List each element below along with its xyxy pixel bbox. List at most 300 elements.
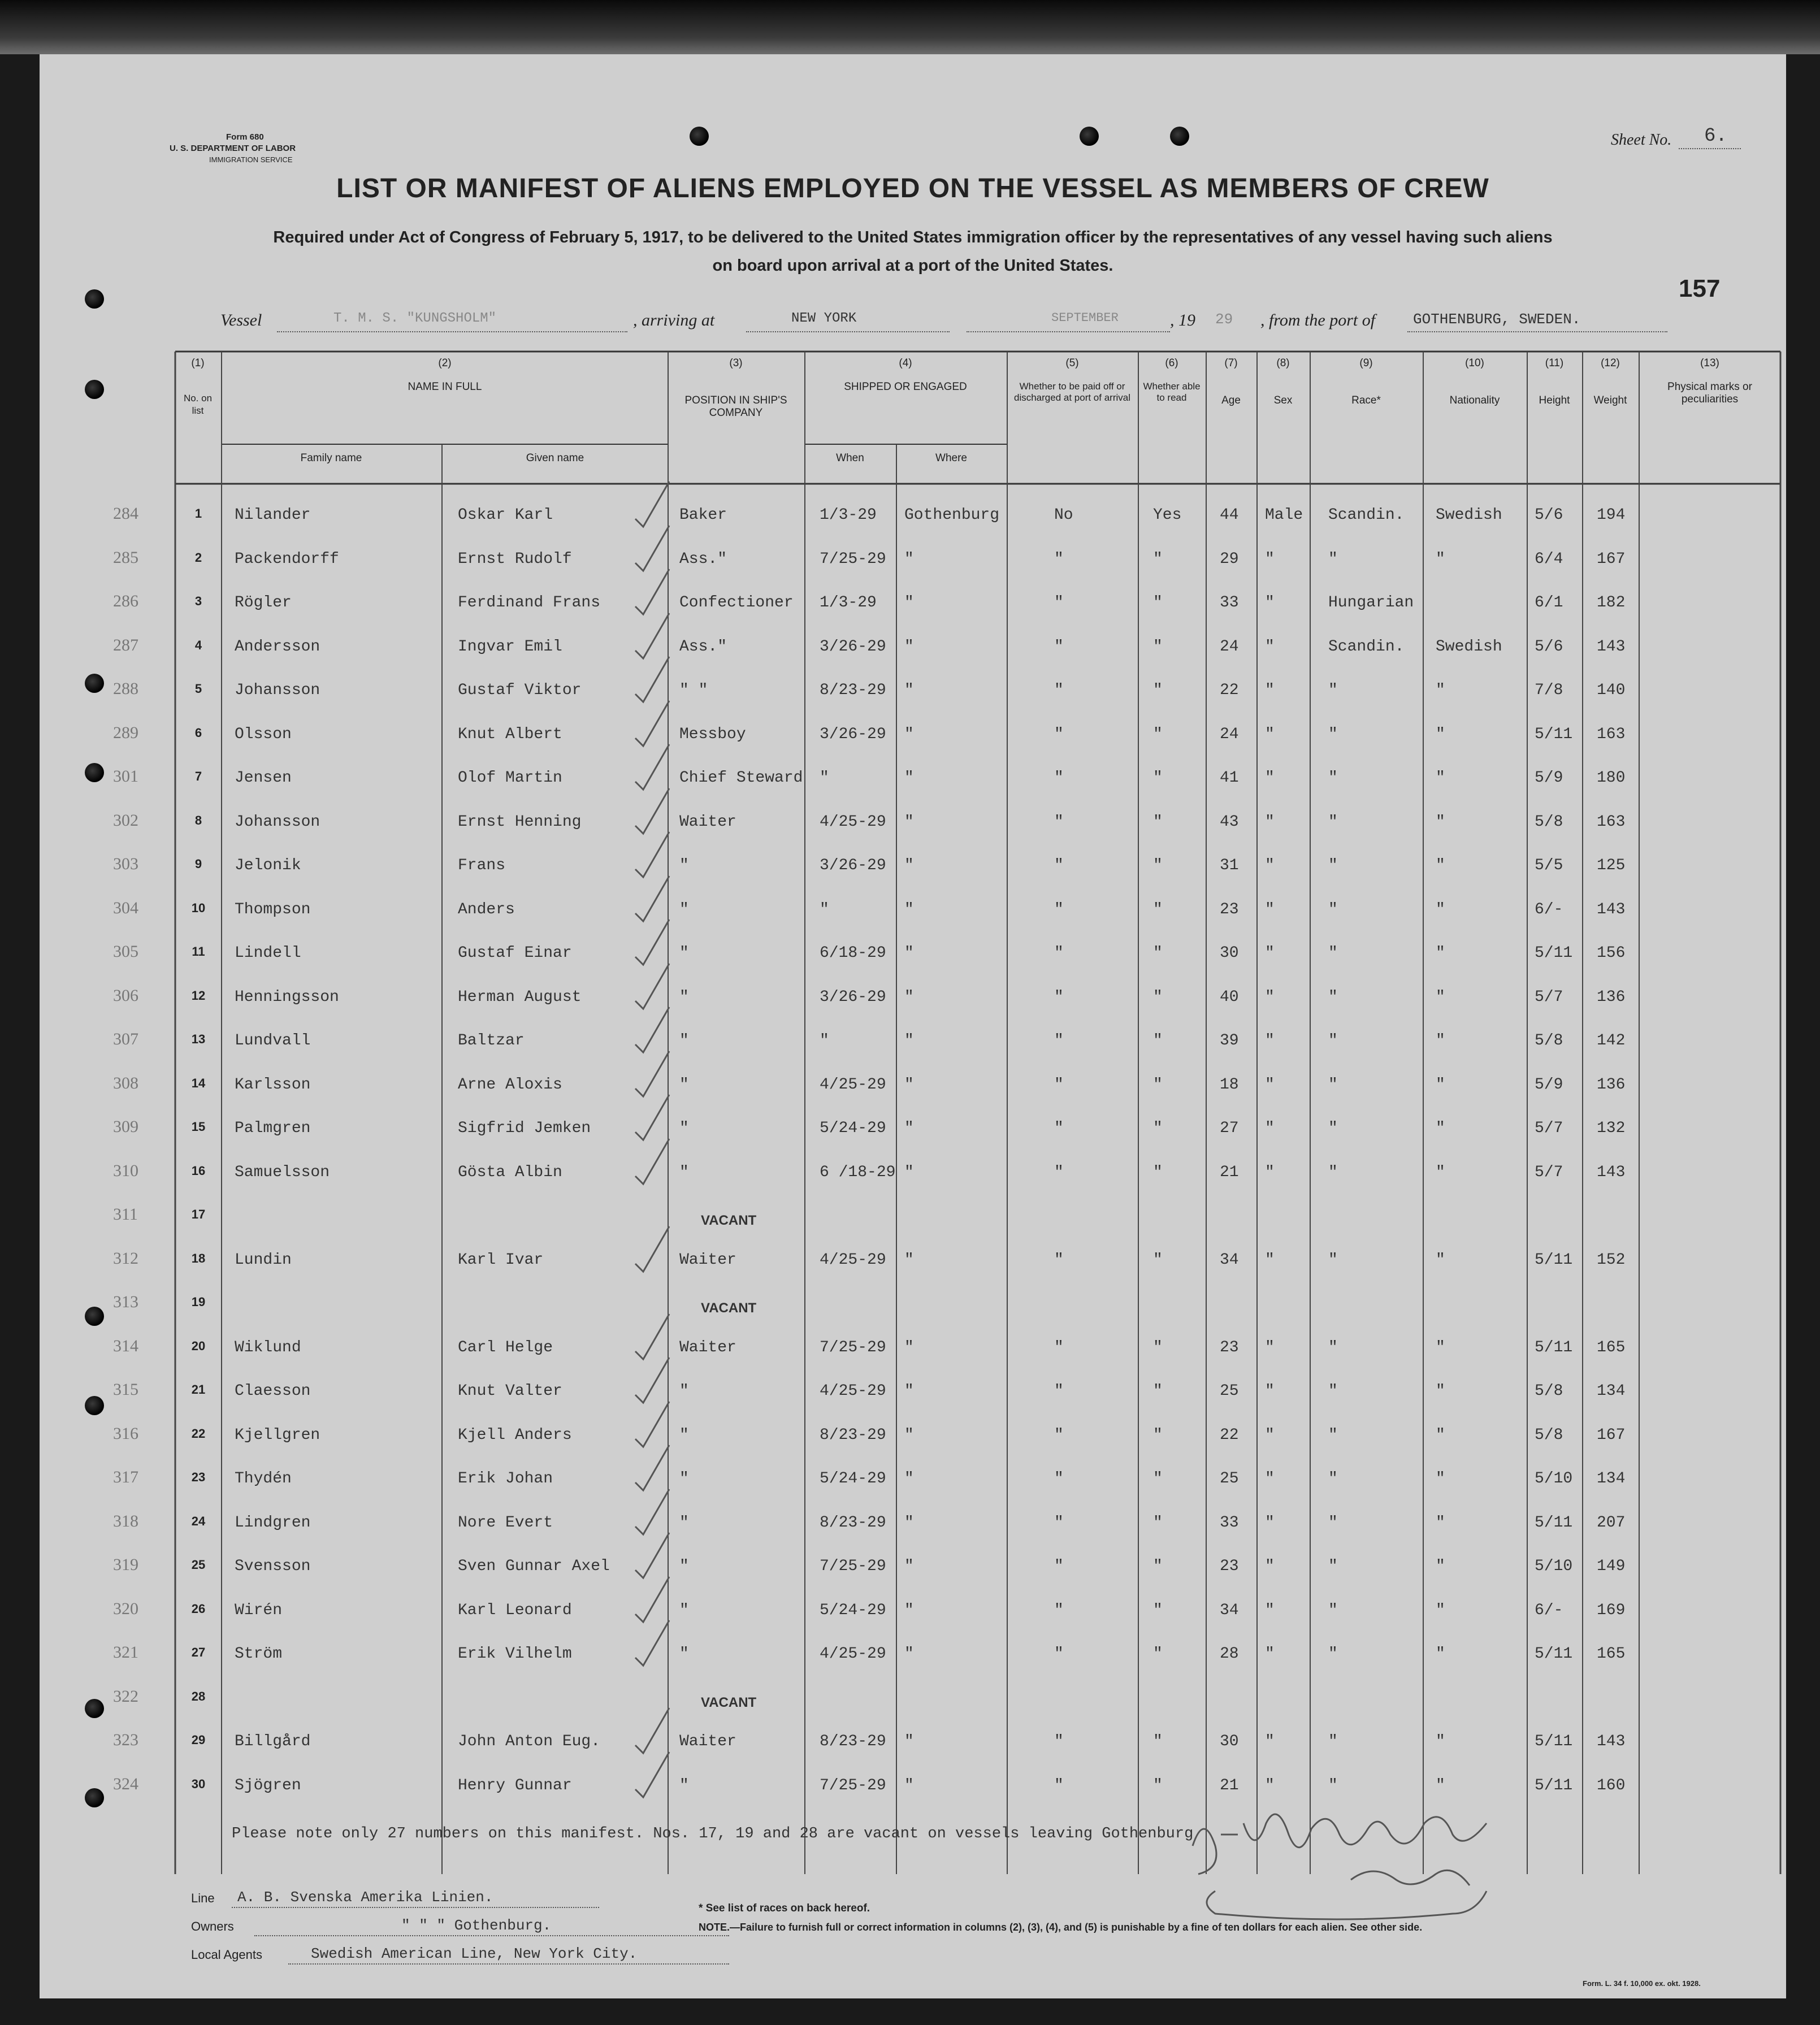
cell-nat: " xyxy=(1436,944,1445,962)
cell-race: " xyxy=(1328,1120,1338,1137)
row-number: 23 xyxy=(191,1470,206,1484)
ledger-number: 309 xyxy=(113,1117,138,1136)
cell-given: Frans xyxy=(458,857,506,874)
row-number: 10 xyxy=(191,900,206,915)
cell-height: 5/11 xyxy=(1535,1251,1573,1269)
cell-family: Jelonik xyxy=(235,857,301,874)
cell-sex: " xyxy=(1265,1382,1275,1400)
cell-given: Ernst Henning xyxy=(458,813,582,831)
cell-read: " xyxy=(1153,1733,1163,1750)
cell-height: 5/7 xyxy=(1535,1163,1563,1181)
cell-when: 7/25-29 xyxy=(820,550,886,568)
check-mark-icon xyxy=(633,1224,673,1275)
cell-weight: 163 xyxy=(1597,813,1626,831)
cell-position: " xyxy=(679,988,689,1006)
cell-race: " xyxy=(1328,1251,1338,1269)
cell-paid: " xyxy=(1054,1470,1064,1488)
row-number: 20 xyxy=(191,1338,206,1353)
cell-race: " xyxy=(1328,1558,1338,1575)
cell-height: 6/- xyxy=(1535,1601,1563,1619)
cell-when: 3/26-29 xyxy=(820,857,886,874)
cell-race: " xyxy=(1328,1032,1338,1050)
cell-height: 5/9 xyxy=(1535,1076,1563,1094)
cell-where: " xyxy=(904,944,914,962)
cell-height: 5/11 xyxy=(1535,1514,1573,1532)
ledger-number: 315 xyxy=(113,1380,138,1399)
cell-position: Confectioner xyxy=(679,594,794,612)
check-mark-icon xyxy=(633,567,673,618)
cell-age: 23 xyxy=(1220,1558,1239,1575)
cell-age: 21 xyxy=(1220,1776,1239,1794)
cell-age: 24 xyxy=(1220,638,1239,656)
cell-paid: " xyxy=(1054,682,1064,699)
cell-age: 39 xyxy=(1220,1032,1239,1050)
cell-read: " xyxy=(1153,594,1163,612)
ledger-number: 307 xyxy=(113,1030,138,1048)
cell-family: Thompson xyxy=(235,900,311,918)
cell-weight: 143 xyxy=(1597,900,1626,918)
cell-read: " xyxy=(1153,1470,1163,1488)
cell-age: 23 xyxy=(1220,900,1239,918)
row-number: 1 xyxy=(194,506,202,521)
cell-given: Gösta Albin xyxy=(458,1163,562,1181)
cell-age: 43 xyxy=(1220,813,1239,831)
cell-family: Henningsson xyxy=(235,988,339,1006)
cell-paid: " xyxy=(1054,1382,1064,1400)
cell-race: " xyxy=(1328,769,1338,787)
row-number: 25 xyxy=(191,1558,206,1572)
cell-height: 6/- xyxy=(1535,900,1563,918)
cell-where: " xyxy=(904,1558,914,1575)
cell-when: " xyxy=(820,1032,829,1050)
cell-given: Nore Evert xyxy=(458,1514,553,1532)
cell-family: Rögler xyxy=(235,594,292,612)
cell-sex: " xyxy=(1265,1251,1275,1269)
ledger-number: 305 xyxy=(113,942,138,961)
cell-height: 5/8 xyxy=(1535,1032,1563,1050)
cell-read: " xyxy=(1153,944,1163,962)
cell-paid: " xyxy=(1054,1120,1064,1137)
cell-weight: 143 xyxy=(1597,638,1626,656)
cell-when: 8/23-29 xyxy=(820,682,886,699)
ledger-number: 320 xyxy=(113,1599,138,1618)
cell-race: " xyxy=(1328,944,1338,962)
col-header-weight: (12) Weight xyxy=(1593,357,1627,406)
check-mark-icon xyxy=(633,699,673,749)
row-number: 29 xyxy=(191,1733,206,1747)
cell-given: Gustaf Einar xyxy=(458,944,572,962)
cell-height: 5/11 xyxy=(1535,1645,1573,1663)
cell-age: 29 xyxy=(1220,550,1239,568)
cell-when: 1/3-29 xyxy=(820,594,877,612)
cell-position: Ass." xyxy=(679,550,727,568)
cell-given: Anders xyxy=(458,900,515,918)
cell-where: " xyxy=(904,1163,914,1181)
check-mark-icon xyxy=(633,1706,673,1757)
year-prefix: , 19 xyxy=(1170,311,1195,329)
cell-weight: 156 xyxy=(1597,944,1626,962)
check-mark-icon xyxy=(633,1137,673,1187)
check-mark-icon xyxy=(633,611,673,662)
ledger-number: 308 xyxy=(113,1073,138,1092)
cell-given: Herman August xyxy=(458,988,582,1006)
cell-nat: " xyxy=(1436,1558,1445,1575)
col-header-name: (2) NAME IN FULL xyxy=(408,357,482,393)
cell-family: Packendorff xyxy=(235,550,339,568)
cell-paid: " xyxy=(1054,1776,1064,1794)
cell-age: 27 xyxy=(1220,1120,1239,1137)
cell-where: " xyxy=(904,1601,914,1619)
cell-race: " xyxy=(1328,1776,1338,1794)
cell-where: " xyxy=(904,769,914,787)
cell-when: 3/26-29 xyxy=(820,988,886,1006)
cell-given: Sven Gunnar Axel xyxy=(458,1558,610,1575)
cell-read: " xyxy=(1153,988,1163,1006)
cell-where: " xyxy=(904,813,914,831)
owners-value: " " " Gothenburg. xyxy=(401,1917,552,1934)
cell-where: " xyxy=(904,638,914,656)
page-title: LIST OR MANIFEST OF ALIENS EMPLOYED ON THE VESSEL AS MEMBERS OF CREW xyxy=(336,174,1489,203)
cell-paid: " xyxy=(1054,550,1064,568)
cell-read: " xyxy=(1153,1076,1163,1094)
cell-given: Sigfrid Jemken xyxy=(458,1120,591,1137)
cell-paid: " xyxy=(1054,1645,1064,1663)
cell-race: " xyxy=(1328,725,1338,743)
cell-age: 18 xyxy=(1220,1076,1239,1094)
cell-where: " xyxy=(904,1733,914,1750)
from-port-label: , from the port of xyxy=(1260,311,1376,329)
cell-given: Erik Vilhelm xyxy=(458,1645,572,1663)
race-footnote: * See list of races on back hereof. xyxy=(699,1902,870,1914)
cell-where: " xyxy=(904,1076,914,1094)
cell-position: " xyxy=(679,1776,689,1794)
cell-weight: 167 xyxy=(1597,550,1626,568)
cell-when: 4/25-29 xyxy=(820,1076,886,1094)
row-number: 11 xyxy=(192,944,205,959)
cell-when: 5/24-29 xyxy=(820,1120,886,1137)
cell-given: Karl Ivar xyxy=(458,1251,544,1269)
cell-sex: " xyxy=(1265,1514,1275,1532)
check-mark-icon xyxy=(633,742,673,793)
cell-age: 31 xyxy=(1220,857,1239,874)
check-mark-icon xyxy=(633,523,673,574)
cell-when: 4/25-29 xyxy=(820,1382,886,1400)
cell-height: 5/11 xyxy=(1535,1776,1573,1794)
cell-when: 3/26-29 xyxy=(820,638,886,656)
penalty-note: NOTE.—Failure to furnish full or correct information in columns (2), (3), (4), and (5) is punishable by a fine of ten dollars for each alien. See other side. xyxy=(699,1922,1423,1933)
cell-family: Samuelsson xyxy=(235,1163,330,1181)
col-header-sex: (8) Sex xyxy=(1273,357,1293,406)
ledger-number: 321 xyxy=(113,1643,138,1662)
row-number: 16 xyxy=(191,1163,206,1178)
check-mark-icon xyxy=(633,1530,673,1581)
cell-nat: " xyxy=(1436,1338,1445,1356)
cell-family: Nilander xyxy=(235,506,311,524)
cell-nat: " xyxy=(1436,1382,1445,1400)
cell-paid: " xyxy=(1054,769,1064,787)
cell-paid: " xyxy=(1054,725,1064,743)
ledger-number: 286 xyxy=(113,592,138,610)
check-mark-icon xyxy=(633,961,673,1012)
row-number: 30 xyxy=(191,1776,206,1791)
cell-race: " xyxy=(1328,1338,1338,1356)
cell-paid: " xyxy=(1054,1514,1064,1532)
cell-given: Knut Valter xyxy=(458,1382,562,1400)
cell-weight: 167 xyxy=(1597,1426,1626,1444)
cell-paid: No xyxy=(1054,506,1073,524)
cell-when: 7/25-29 xyxy=(820,1338,886,1356)
agents-value: Swedish American Line, New York City. xyxy=(311,1945,638,1962)
agents-label: Local Agents xyxy=(191,1948,262,1962)
cell-read: " xyxy=(1153,1032,1163,1050)
cell-weight: 143 xyxy=(1597,1733,1626,1750)
check-mark-icon xyxy=(633,1399,673,1450)
cell-sex: " xyxy=(1265,638,1275,656)
check-mark-icon xyxy=(633,654,673,705)
departure-port: GOTHENBURG, SWEDEN. xyxy=(1413,311,1581,328)
cell-nat: " xyxy=(1436,1733,1445,1750)
cell-given: Knut Albert xyxy=(458,725,562,743)
cell-paid: " xyxy=(1054,900,1064,918)
cell-when: 4/25-29 xyxy=(820,813,886,831)
cell-where: " xyxy=(904,725,914,743)
cell-sex: " xyxy=(1265,1776,1275,1794)
cell-read: Yes xyxy=(1153,506,1182,524)
cell-race: Scandin. xyxy=(1328,506,1405,524)
cell-given: Henry Gunnar xyxy=(458,1776,572,1794)
cell-race: " xyxy=(1328,1076,1338,1094)
cell-position: " xyxy=(679,1514,689,1532)
cell-position: " xyxy=(679,857,689,874)
cell-height: 6/1 xyxy=(1535,594,1563,612)
cell-paid: " xyxy=(1054,1251,1064,1269)
cell-position: Baker xyxy=(679,506,727,524)
cell-weight: 134 xyxy=(1597,1470,1626,1488)
cell-sex: " xyxy=(1265,900,1275,918)
cell-age: 21 xyxy=(1220,1163,1239,1181)
cell-weight: 180 xyxy=(1597,769,1626,787)
arrival-port: NEW YORK xyxy=(791,311,857,326)
cell-height: 5/11 xyxy=(1535,1733,1573,1750)
cell-paid: " xyxy=(1054,988,1064,1006)
cell-position: Waiter xyxy=(679,1733,736,1750)
cell-read: " xyxy=(1153,638,1163,656)
cell-nat: " xyxy=(1436,1120,1445,1137)
ledger-number: 288 xyxy=(113,679,138,698)
cell-sex: Male xyxy=(1265,506,1303,524)
cell-sex: " xyxy=(1265,682,1275,699)
row-number: 2 xyxy=(194,550,202,565)
cell-weight: 140 xyxy=(1597,682,1626,699)
cell-sex: " xyxy=(1265,1426,1275,1444)
cell-weight: 165 xyxy=(1597,1645,1626,1663)
cell-race: " xyxy=(1328,1382,1338,1400)
cell-weight: 143 xyxy=(1597,1163,1626,1181)
cell-weight: 182 xyxy=(1597,594,1626,612)
cell-paid: " xyxy=(1054,1338,1064,1356)
cell-sex: " xyxy=(1265,1601,1275,1619)
check-mark-icon xyxy=(633,1575,673,1625)
cell-read: " xyxy=(1153,1776,1163,1794)
cell-height: 5/9 xyxy=(1535,769,1563,787)
row-number: 18 xyxy=(191,1251,206,1265)
cell-position: " xyxy=(679,1076,689,1094)
cell-where: " xyxy=(904,1032,914,1050)
arrival-year: 29 xyxy=(1215,311,1233,328)
cell-race: " xyxy=(1328,813,1338,831)
cell-read: " xyxy=(1153,1514,1163,1532)
cell-nat: " xyxy=(1436,769,1445,787)
cell-family: Lundin xyxy=(235,1251,292,1269)
cell-race: " xyxy=(1328,1514,1338,1532)
cell-position: Waiter xyxy=(679,1338,736,1356)
cell-paid: " xyxy=(1054,1163,1064,1181)
cell-where: " xyxy=(904,550,914,568)
cell-paid: " xyxy=(1054,1558,1064,1575)
cell-paid: " xyxy=(1054,944,1064,962)
cell-family: Olsson xyxy=(235,725,292,743)
sheet-number: 6. xyxy=(1704,125,1727,147)
cell-where: " xyxy=(904,1470,914,1488)
cell-position: Waiter xyxy=(679,1251,736,1269)
cell-given: John Anton Eug. xyxy=(458,1733,601,1750)
cell-read: " xyxy=(1153,1120,1163,1137)
cell-given: Erik Johan xyxy=(458,1470,553,1488)
cell-read: " xyxy=(1153,1382,1163,1400)
cell-nat: " xyxy=(1436,725,1445,743)
cell-race: " xyxy=(1328,1426,1338,1444)
cell-when: 8/23-29 xyxy=(820,1426,886,1444)
cell-where: " xyxy=(904,594,914,612)
col-header-physical-marks: (13) Physical marks or peculiarities xyxy=(1667,357,1752,405)
row-number: 27 xyxy=(191,1645,206,1659)
cell-where: " xyxy=(904,1251,914,1269)
cell-sex: " xyxy=(1265,1470,1275,1488)
cell-height: 5/10 xyxy=(1535,1558,1573,1575)
ledger-number: 310 xyxy=(113,1161,138,1180)
row-number: 7 xyxy=(194,769,202,783)
cell-position: " xyxy=(679,1163,689,1181)
cell-race: " xyxy=(1328,682,1338,699)
cell-position: " xyxy=(679,1426,689,1444)
ledger-number: 317 xyxy=(113,1468,138,1486)
row-number: 28 xyxy=(191,1689,206,1703)
cell-height: 5/10 xyxy=(1535,1470,1573,1488)
cell-when: 6 /18-29 xyxy=(820,1163,896,1181)
cell-nat: " xyxy=(1436,550,1445,568)
cell-nat: " xyxy=(1436,1470,1445,1488)
cell-sex: " xyxy=(1265,1338,1275,1356)
check-mark-icon xyxy=(633,1005,673,1056)
col-header-where: Where xyxy=(935,452,967,464)
cell-given: Kjell Anders xyxy=(458,1426,572,1444)
cell-paid: " xyxy=(1054,638,1064,656)
cell-family: Thydén xyxy=(235,1470,292,1488)
cell-when: 3/26-29 xyxy=(820,725,886,743)
cell-nat: " xyxy=(1436,813,1445,831)
cell-when: 6/18-29 xyxy=(820,944,886,962)
cell-nat: Swedish xyxy=(1436,638,1502,656)
cell-weight: 160 xyxy=(1597,1776,1626,1794)
col-header-position: (3) POSITION IN SHIP'S COMPANY xyxy=(684,357,787,419)
cell-where: " xyxy=(904,900,914,918)
row-number: 5 xyxy=(194,682,202,696)
scan-border xyxy=(0,0,1820,54)
col-header-paid-off: (5) Whether to be paid off or discharged at port of arrival xyxy=(1014,357,1130,403)
line-value: A. B. Svenska Amerika Linien. xyxy=(237,1889,493,1906)
check-mark-icon xyxy=(633,479,673,530)
cell-where: " xyxy=(904,1382,914,1400)
cell-paid: " xyxy=(1054,1733,1064,1750)
cell-where: " xyxy=(904,1120,914,1137)
cell-sex: " xyxy=(1265,1076,1275,1094)
check-mark-icon xyxy=(633,1049,673,1100)
cell-nat: " xyxy=(1436,682,1445,699)
check-mark-icon xyxy=(633,917,673,968)
cell-race: Hungarian xyxy=(1328,594,1414,612)
cell-paid: " xyxy=(1054,1426,1064,1444)
cell-age: 30 xyxy=(1220,944,1239,962)
cell-where: Gothenburg xyxy=(904,506,1000,524)
cell-height: 7/8 xyxy=(1535,682,1563,699)
cell-position: " xyxy=(679,1032,689,1050)
ledger-number: 314 xyxy=(113,1336,138,1355)
cell-height: 5/5 xyxy=(1535,857,1563,874)
ledger-number: 302 xyxy=(113,810,138,830)
form-number: Form 680 xyxy=(226,132,264,142)
cell-sex: " xyxy=(1265,813,1275,831)
cell-race: " xyxy=(1328,1645,1338,1663)
cell-position: " " xyxy=(679,682,708,699)
cell-position: " xyxy=(679,1558,689,1575)
col-header-race: (9) Race* xyxy=(1351,357,1381,406)
check-mark-icon xyxy=(633,1750,673,1801)
cell-race: " xyxy=(1328,550,1338,568)
cell-sex: " xyxy=(1265,1558,1275,1575)
cell-where: " xyxy=(904,857,914,874)
cell-nat: " xyxy=(1436,1163,1445,1181)
check-mark-icon xyxy=(633,786,673,837)
row-number: 6 xyxy=(194,725,202,740)
cell-read: " xyxy=(1153,1558,1163,1575)
cell-sex: " xyxy=(1265,944,1275,962)
cell-age: 22 xyxy=(1220,1426,1239,1444)
col-header-age: (7) Age xyxy=(1221,357,1241,406)
row-number: 13 xyxy=(191,1032,206,1046)
cell-when: " xyxy=(820,769,829,787)
arriving-label: , arriving at xyxy=(633,311,715,329)
cell-when: 4/25-29 xyxy=(820,1251,886,1269)
cell-read: " xyxy=(1153,857,1163,874)
cell-family: Billgård xyxy=(235,1733,311,1750)
cell-read: " xyxy=(1153,1251,1163,1269)
cell-read: " xyxy=(1153,1338,1163,1356)
manifest-sheet xyxy=(40,54,1786,1998)
check-mark-icon xyxy=(633,874,673,925)
cell-family: Lindgren xyxy=(235,1514,311,1532)
cell-age: 25 xyxy=(1220,1470,1239,1488)
cell-position: VACANT xyxy=(701,1213,757,1228)
cell-weight: 169 xyxy=(1597,1601,1626,1619)
cell-position: VACANT xyxy=(701,1694,757,1710)
print-info: Form. L. 34 f. 10,000 ex. okt. 1928. xyxy=(1583,1979,1701,1988)
check-mark-icon xyxy=(633,1312,673,1363)
cell-where: " xyxy=(904,1514,914,1532)
ledger-number: 284 xyxy=(113,504,138,523)
cell-height: 6/4 xyxy=(1535,550,1563,568)
ledger-number: 319 xyxy=(113,1555,138,1574)
cell-position: " xyxy=(679,1382,689,1400)
